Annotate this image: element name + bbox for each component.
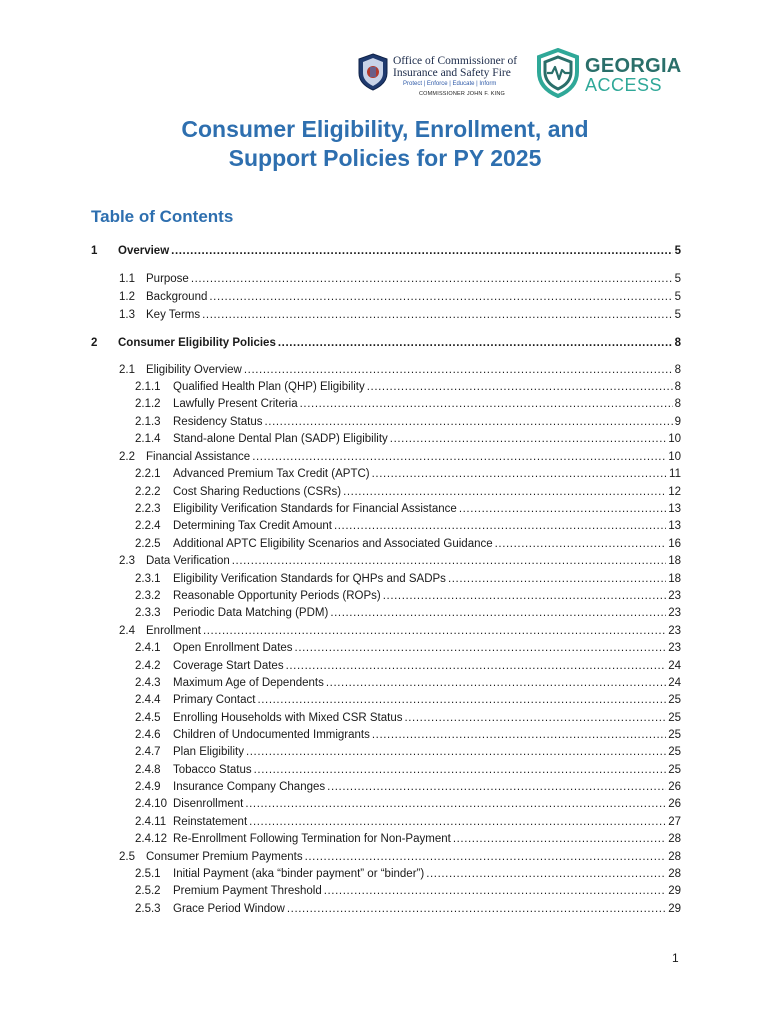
oci-seal-icon — [357, 53, 389, 91]
toc-entry-page: 25 — [668, 712, 681, 724]
toc-entry-page: 5 — [674, 273, 681, 285]
toc-entry-label: Residency Status — [173, 416, 263, 428]
toc-dot-leader — [244, 364, 673, 376]
toc-entry[interactable] — [135, 520, 681, 537]
toc-entry-label: Background — [146, 291, 208, 303]
toc-entry-label: Children of Undocumented Immigrants — [173, 729, 370, 741]
document-title-line1: Consumer Eligibility, Enrollment, and — [181, 116, 589, 142]
page-number: 1 — [672, 951, 679, 965]
toc-entry-number: 2.1.1 — [135, 381, 161, 393]
toc-entry-number: 2.2.2 — [135, 486, 161, 498]
toc-dot-leader — [254, 764, 667, 776]
toc-entry-number: 2.5.2 — [135, 885, 161, 897]
toc-dot-leader — [295, 642, 667, 654]
toc-dot-leader — [390, 433, 666, 445]
toc-dot-leader — [372, 468, 667, 480]
toc-entry[interactable] — [119, 555, 681, 572]
toc-entry-page: 12 — [668, 486, 681, 498]
toc-entry[interactable] — [135, 798, 681, 815]
toc-entry-label: Determining Tax Credit Amount — [173, 520, 332, 532]
toc-dot-leader — [459, 503, 666, 515]
toc-dot-leader — [426, 868, 666, 880]
toc-entry-number: 2.3 — [119, 555, 135, 567]
toc-entry-page: 28 — [668, 868, 681, 880]
toc-entry[interactable] — [135, 381, 681, 398]
toc-entry-label: Premium Payment Threshold — [173, 885, 322, 897]
toc-entry-page: 8 — [674, 337, 681, 349]
toc-entry-number: 2.1 — [119, 364, 135, 376]
oci-commissioner: COMMISSIONER JOHN F. KING — [419, 91, 505, 97]
toc-entry-page: 8 — [674, 381, 681, 393]
oci-name-line1: Office of Commissioner of — [393, 55, 518, 67]
toc-entry[interactable] — [135, 607, 681, 624]
toc-entry-number: 2.5 — [119, 851, 135, 863]
toc-entry-page: 24 — [668, 660, 681, 672]
toc-entry-page: 27 — [668, 816, 681, 828]
toc-dot-leader — [171, 245, 672, 257]
toc-entry-number: 2.3.2 — [135, 590, 161, 602]
toc-entry[interactable] — [119, 273, 681, 290]
toc-entry-label: Periodic Data Matching (PDM) — [173, 607, 329, 619]
toc-dot-leader — [495, 538, 667, 550]
toc-entry[interactable] — [135, 398, 681, 415]
toc-entry-page: 18 — [668, 555, 681, 567]
toc-entry-number: 2.3.1 — [135, 573, 161, 585]
toc-entry-page: 5 — [674, 309, 681, 321]
toc-entry[interactable] — [135, 677, 681, 694]
toc-dot-leader — [327, 781, 666, 793]
toc-entry-label: Grace Period Window — [173, 903, 285, 915]
toc-entry-label: Maximum Age of Dependents — [173, 677, 324, 689]
toc-entry[interactable] — [135, 781, 681, 798]
oci-name-line2: Insurance and Safety Fire — [393, 67, 511, 79]
oci-tagline: Protect | Enforce | Educate | Inform — [403, 81, 497, 87]
toc-entry[interactable] — [135, 590, 681, 607]
toc-entry-number: 2.1.4 — [135, 433, 161, 445]
toc-dot-leader — [448, 573, 666, 585]
toc-entry-number: 2.5.3 — [135, 903, 161, 915]
toc-entry-label: Plan Eligibility — [173, 746, 244, 758]
toc-entry-label: Advanced Premium Tax Credit (APTC) — [173, 468, 370, 480]
toc-entry-label: Open Enrollment Dates — [173, 642, 293, 654]
toc-entry-label: Enrolling Households with Mixed CSR Status — [173, 712, 403, 724]
toc-entry-label: Initial Payment (aka “binder payment” or “binder”) — [173, 868, 425, 880]
toc-heading: Table of Contents — [91, 207, 234, 226]
toc-entry-label: Disenrollment — [173, 798, 244, 810]
toc-entry-page: 28 — [668, 851, 681, 863]
toc-entry[interactable] — [135, 868, 681, 885]
toc-entry-label: Tobacco Status — [173, 764, 252, 776]
toc-dot-leader — [249, 816, 666, 828]
toc-entry-label: Eligibility Verification Standards for QHPs and SADPs — [173, 573, 446, 585]
document-title-line2: Support Policies for PY 2025 — [228, 145, 542, 171]
toc-entry-page: 25 — [668, 746, 681, 758]
georgia-access-shield-icon — [535, 48, 581, 98]
toc-entry-page: 26 — [668, 781, 681, 793]
toc-dot-leader — [343, 486, 666, 498]
toc-entry-page: 5 — [674, 245, 681, 257]
georgia-access-logo — [535, 48, 685, 100]
toc-entry-label: Reasonable Opportunity Periods (ROPs) — [173, 590, 381, 602]
toc-entry-label: Primary Contact — [173, 694, 256, 706]
toc-entry-number: 2.3.3 — [135, 607, 161, 619]
toc-entry-number: 2.4.1 — [135, 642, 161, 654]
toc-entry-page: 28 — [668, 833, 681, 845]
toc-entry-number: 2.2.1 — [135, 468, 161, 480]
toc-entry-label: Key Terms — [146, 309, 201, 321]
toc-entry[interactable] — [135, 833, 681, 850]
toc-entry[interactable] — [135, 503, 681, 520]
toc-entry[interactable] — [135, 694, 681, 711]
toc-dot-leader — [334, 520, 666, 532]
toc-entry-page: 16 — [668, 538, 681, 550]
toc-entry-page: 18 — [668, 573, 681, 585]
toc-entry-page: 24 — [668, 677, 681, 689]
toc-entry[interactable] — [119, 364, 681, 381]
toc-entry-label: Stand-alone Dental Plan (SADP) Eligibility — [173, 433, 388, 445]
toc-entry-number: 2.2.3 — [135, 503, 161, 515]
oci-name — [393, 55, 517, 79]
toc-dot-leader — [300, 398, 673, 410]
toc-entry-label: Cost Sharing Reductions (CSRs) — [173, 486, 342, 498]
toc-entry[interactable] — [135, 712, 681, 729]
toc-entry-number: 2.4 — [119, 625, 135, 637]
toc-entry-page: 23 — [668, 625, 681, 637]
toc-dot-leader — [265, 416, 673, 428]
toc-entry-label: Additional APTC Eligibility Scenarios and Associated Guidance — [173, 538, 493, 550]
toc-dot-leader — [246, 746, 666, 758]
toc-entry-number: 2.1.3 — [135, 416, 161, 428]
toc-entry-label: Qualified Health Plan (QHP) Eligibility — [173, 381, 365, 393]
oci-logo — [357, 51, 517, 101]
toc-dot-leader — [286, 660, 667, 672]
toc-entry-label: Overview — [118, 245, 170, 257]
toc-entry-number: 1.2 — [119, 291, 135, 303]
toc-entry[interactable] — [135, 660, 681, 677]
toc-entry-number: 1 — [91, 245, 98, 257]
toc-entry-page: 10 — [668, 433, 681, 445]
toc-entry[interactable] — [119, 625, 681, 642]
toc-entry-page: 29 — [668, 903, 681, 915]
toc-entry[interactable] — [135, 729, 681, 746]
toc-entry-number: 2.4.8 — [135, 764, 161, 776]
toc-entry-page: 25 — [668, 694, 681, 706]
toc-entry-number: 2.4.7 — [135, 746, 161, 758]
toc-dot-leader — [330, 607, 666, 619]
toc-entry-page: 29 — [668, 885, 681, 897]
toc-entry-page: 25 — [668, 764, 681, 776]
toc-entry[interactable] — [135, 816, 681, 833]
toc-entry-label: Eligibility Verification Standards for Financial Assistance — [173, 503, 457, 515]
toc-entry[interactable] — [135, 416, 681, 433]
toc-entry-number: 2 — [91, 337, 98, 349]
toc-dot-leader — [278, 337, 673, 349]
toc-entry[interactable] — [135, 642, 681, 659]
ga-word-access: ACCESS — [585, 75, 663, 95]
toc-entry[interactable] — [91, 337, 681, 354]
toc-dot-leader — [287, 903, 666, 915]
toc-entry-number: 1.3 — [119, 309, 135, 321]
toc-entry-number: 2.4.9 — [135, 781, 161, 793]
toc-entry-page: 13 — [668, 520, 681, 532]
toc-entry-number: 2.4.2 — [135, 660, 161, 672]
toc-dot-leader — [245, 798, 666, 810]
toc-dot-leader — [324, 885, 666, 897]
toc-dot-leader — [252, 451, 666, 463]
toc-entry-number: 2.4.10 — [135, 798, 167, 810]
toc-entry[interactable] — [135, 468, 681, 485]
toc-entry[interactable] — [119, 851, 681, 868]
toc-dot-leader — [203, 625, 666, 637]
ga-word-georgia: GEORGIA — [585, 55, 682, 77]
toc-entry-label: Lawfully Present Criteria — [173, 398, 298, 410]
toc-entry-number: 2.1.2 — [135, 398, 161, 410]
toc-dot-leader — [202, 309, 672, 321]
toc-entry-label: Coverage Start Dates — [173, 660, 284, 672]
toc-dot-leader — [404, 712, 666, 724]
toc-entry-page: 5 — [674, 291, 681, 303]
toc-entry-number: 2.4.3 — [135, 677, 161, 689]
toc-entry-label: Purpose — [146, 273, 189, 285]
toc-entry-number: 2.4.4 — [135, 694, 161, 706]
toc-entry-label: Re-Enrollment Following Termination for Non-Payment — [173, 833, 451, 845]
toc-entry[interactable] — [135, 573, 681, 590]
toc-entry-label: Insurance Company Changes — [173, 781, 326, 793]
toc-dot-leader — [383, 590, 666, 602]
toc-entry-label: Consumer Eligibility Policies — [118, 337, 276, 349]
toc-entry-number: 2.4.11 — [135, 816, 167, 828]
toc-dot-leader — [191, 273, 673, 285]
toc-entry-page: 10 — [668, 451, 681, 463]
toc-entry-page: 9 — [674, 416, 681, 428]
toc-entry[interactable] — [135, 433, 681, 450]
toc-entry-page: 23 — [668, 642, 681, 654]
toc-entry-number: 2.2.4 — [135, 520, 161, 532]
toc-entry[interactable] — [91, 245, 681, 262]
toc-dot-leader — [453, 833, 666, 845]
toc-entry-number: 2.2 — [119, 451, 135, 463]
toc-entry[interactable] — [119, 309, 681, 326]
toc-dot-leader — [257, 694, 666, 706]
toc-entry-number: 2.4.12 — [135, 833, 167, 845]
toc-entry[interactable] — [135, 764, 681, 781]
toc-entry-page: 11 — [669, 468, 681, 480]
toc-entry-page: 13 — [668, 503, 681, 515]
toc-entry-label: Financial Assistance — [146, 451, 251, 463]
toc-entry-page: 26 — [668, 798, 681, 810]
toc-entry-label: Data Verification — [146, 555, 230, 567]
toc-entry-number: 2.4.6 — [135, 729, 161, 741]
toc-dot-leader — [326, 677, 666, 689]
toc-entry[interactable] — [135, 486, 681, 503]
toc-entry-number: 2.5.1 — [135, 868, 161, 880]
toc-entry-number: 1.1 — [119, 273, 135, 285]
toc-entry[interactable] — [135, 903, 681, 920]
toc-entry[interactable] — [119, 291, 681, 308]
toc-entry-page: 23 — [668, 607, 681, 619]
toc-entry[interactable] — [135, 746, 681, 763]
toc-entry-label: Eligibility Overview — [146, 364, 242, 376]
toc-entry-label: Enrollment — [146, 625, 201, 637]
toc-entry[interactable] — [135, 885, 681, 902]
document-title — [0, 115, 770, 173]
toc-dot-leader — [367, 381, 673, 393]
toc-entry-page: 23 — [668, 590, 681, 602]
toc-dot-leader — [372, 729, 666, 741]
toc-entry-number: 2.4.5 — [135, 712, 161, 724]
toc-dot-leader — [209, 291, 672, 303]
toc-dot-leader — [305, 851, 667, 863]
toc-entry-number: 2.2.5 — [135, 538, 161, 550]
toc-entry[interactable] — [119, 451, 681, 468]
toc-entry-label: Reinstatement — [173, 816, 248, 828]
toc-entry-page: 25 — [668, 729, 681, 741]
toc-entry-label: Consumer Premium Payments — [146, 851, 303, 863]
toc-entry-page: 8 — [674, 398, 681, 410]
toc-entry[interactable] — [135, 538, 681, 555]
toc-dot-leader — [232, 555, 666, 567]
toc-entry-page: 8 — [674, 364, 681, 376]
